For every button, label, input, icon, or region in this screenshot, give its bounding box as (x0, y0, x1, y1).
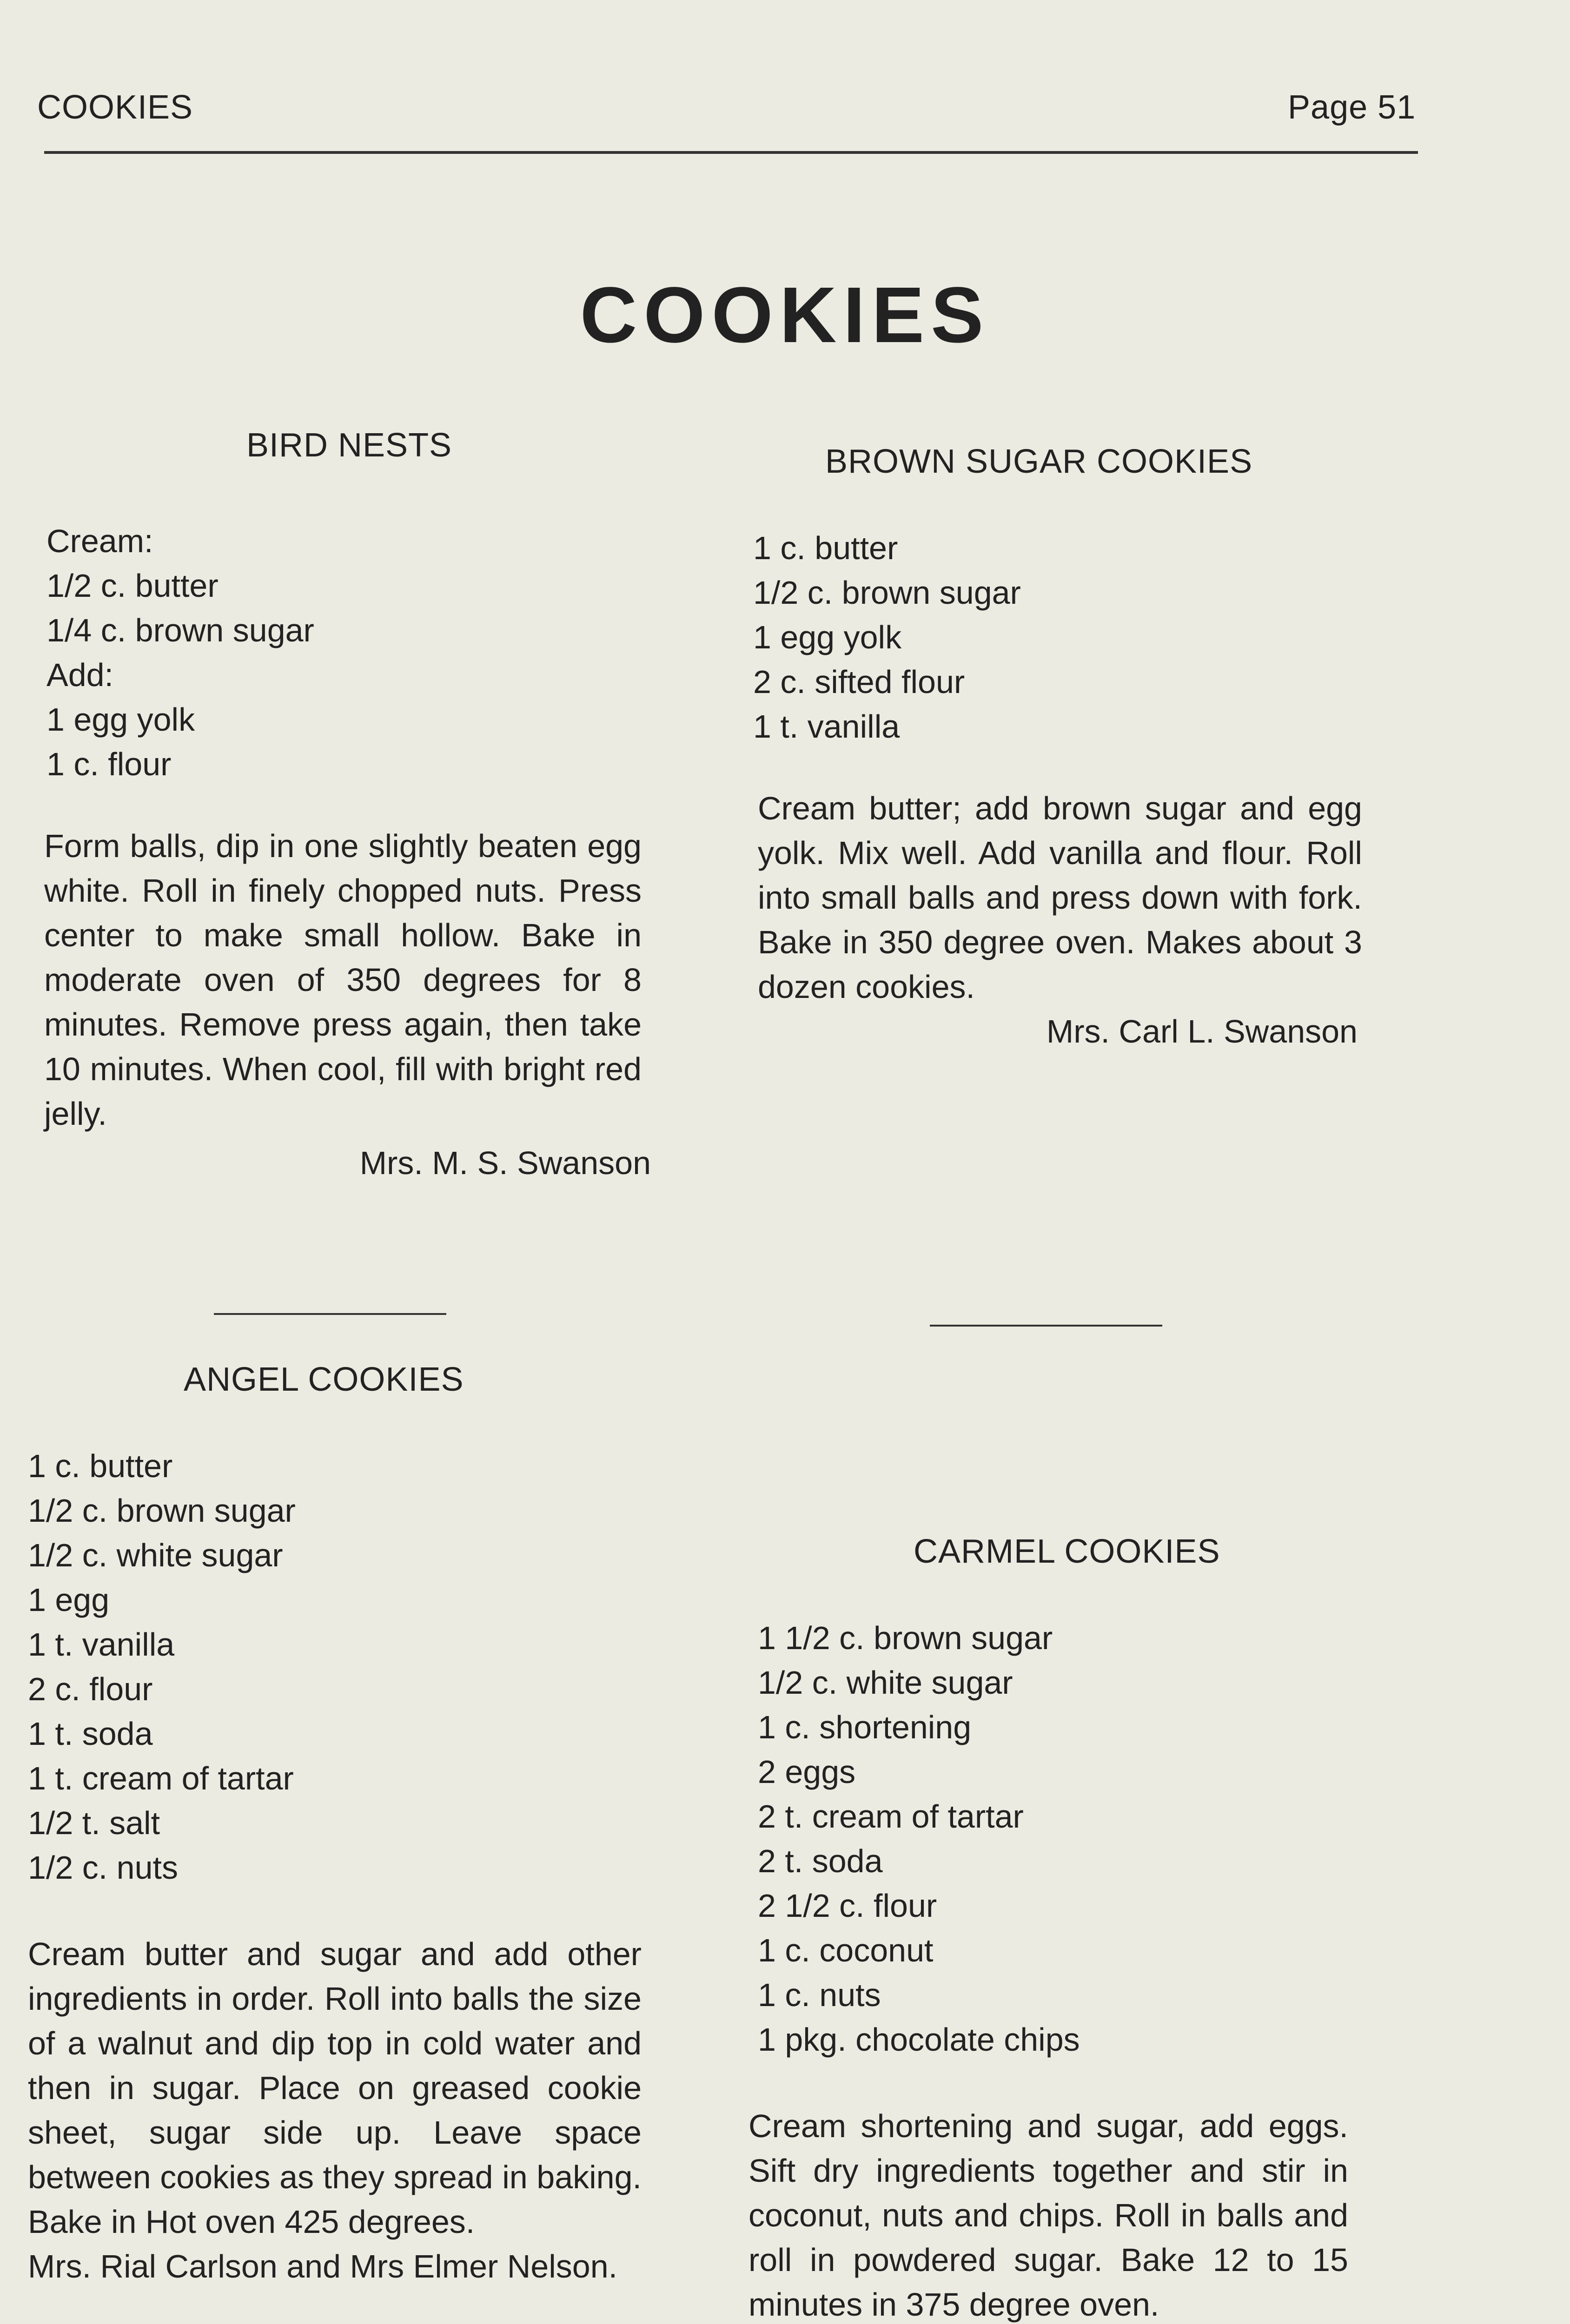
ingredient-line: 1 t. vanilla (28, 1626, 175, 1663)
ingredient-line: 2 c. flour (28, 1671, 153, 1707)
recipe-title: ANGEL COOKIES (184, 1361, 464, 1398)
ingredient-line: 1 pkg. chocolate chips (758, 2021, 1080, 2058)
recipe-author: Mrs. M. S. Swanson (359, 1145, 651, 1181)
ingredient-line: 1 c. coconut (758, 1932, 934, 1968)
ingredient-line: 1/2 t. salt (28, 1805, 160, 1841)
ingredient-line: 1/2 c. butter (46, 568, 219, 604)
ingredient-line: 2 eggs (758, 1754, 856, 1790)
recipe-author: Mrs. Carl L. Swanson (1046, 1013, 1358, 1050)
ingredient-line: 1 t. soda (28, 1716, 153, 1752)
recipe-directions: Cream butter; add brown sugar and egg yolk. Mix well. Add vanilla and flour. Roll into small balls and press down with fork. Bake in 350 degree oven. Makes about 3 dozen cookies. (758, 790, 1362, 1005)
recipe-title: BIRD NESTS (246, 427, 452, 464)
recipe-bird-nests (28, 423, 651, 1185)
ingredient-line: 1 c. butter (753, 530, 898, 566)
ingredient-line: 1/4 c. brown sugar (46, 612, 314, 648)
ingredient-line: 2 t. soda (758, 1843, 883, 1879)
ingredient-line: 1 egg yolk (46, 701, 195, 738)
page-title: COOKIES (580, 271, 990, 359)
page-number: Page 51 (1288, 89, 1416, 126)
ingredient-line: 1 egg (28, 1582, 110, 1618)
recipe-separator (930, 1325, 1162, 1327)
ingredient-line: 1 c. flour (46, 746, 172, 782)
recipe-separator (214, 1313, 446, 1315)
ingredient-line: 1 c. shortening (758, 1709, 972, 1745)
ingredient-line: 2 c. sifted flour (753, 664, 965, 700)
ingredient-line: 1/2 c. brown sugar (28, 1492, 296, 1529)
recipe-brown-sugar-cookies (744, 439, 1367, 1054)
ingredient-line: 2 1/2 c. flour (758, 1888, 937, 1924)
recipe-author: Mrs. Rial Carlson and Mrs Elmer Nelson. (28, 2248, 618, 2284)
ingredient-line: 1 c. nuts (758, 1977, 881, 2013)
recipe-directions: Cream shortening and sugar, add eggs. Sift dry ingredients together and stir in coconut, nuts and chips. Roll in balls and roll in powdered sugar. Bake 12 to 15 minutes in 375 degree oven. (749, 2108, 1348, 2323)
ingredient-line: 1/2 c. white sugar (28, 1537, 283, 1573)
recipe-angel-cookies (28, 1357, 651, 2289)
ingredient-line: 1/2 c. white sugar (758, 1664, 1013, 1701)
ingredient-line: 1/2 c. nuts (28, 1849, 178, 1886)
ingredient-line: 1 t. vanilla (753, 708, 900, 745)
recipe-directions: Cream butter and sugar and add other ingredients in order. Roll into balls the size of a walnut and dip top in cold water and then in sugar. Place on greased cookie sheet, sugar side up. Leave space between cookies as they spread in baking. Bake in Hot oven 425 degrees. (28, 1936, 642, 2240)
ingredient-line: 1 c. butter (28, 1448, 173, 1484)
ingredient-line: 1 t. cream of tartar (28, 1760, 294, 1796)
recipe-title: BROWN SUGAR COOKIES (825, 443, 1253, 480)
ingredient-line: 2 t. cream of tartar (758, 1798, 1024, 1835)
recipe-title: CARMEL COOKIES (914, 1533, 1220, 1570)
recipe-directions: Form balls, dip in one slightly beaten egg white. Roll in finely chopped nuts. Press center to make small hollow. Bake in moderate oven of 350 degrees for 8 minutes. Remove press again, then take 10 minutes. When cool, fill with bright red jelly. (44, 828, 642, 1132)
ingredient-line: 1 egg yolk (753, 619, 902, 655)
header-rule (44, 151, 1418, 154)
ingredient-line: 1/2 c. brown sugar (753, 574, 1021, 611)
section-header: COOKIES (37, 89, 193, 126)
ingredient-line: Cream: (46, 523, 153, 559)
ingredient-line: 1 1/2 c. brown sugar (758, 1620, 1053, 1656)
recipe-carmel-cookies (744, 1529, 1367, 2324)
ingredient-line: Add: (46, 657, 113, 693)
